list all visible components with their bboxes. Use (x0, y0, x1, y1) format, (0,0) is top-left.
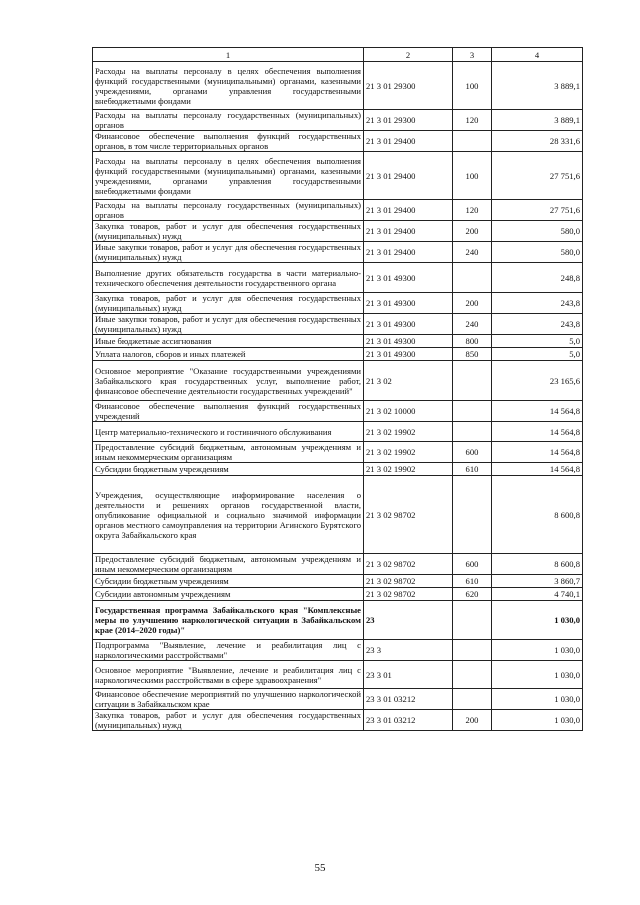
cell-expense-type (453, 361, 492, 401)
cell-code: 21 3 02 98702 (364, 554, 453, 575)
cell-amount: 1 030,0 (492, 661, 583, 689)
cell-expense-type: 200 (453, 221, 492, 242)
cell-amount: 3 889,1 (492, 110, 583, 131)
cell-expense-type (453, 401, 492, 422)
cell-expense-type (453, 422, 492, 442)
cell-expense-type: 610 (453, 575, 492, 588)
cell-expense-type: 800 (453, 335, 492, 348)
cell-code: 23 3 (364, 640, 453, 661)
cell-code: 21 3 02 98702 (364, 476, 453, 554)
cell-code: 21 3 02 10000 (364, 401, 453, 422)
cell-expense-type (453, 689, 492, 710)
cell-code: 21 3 02 19902 (364, 422, 453, 442)
cell-expense-type: 200 (453, 710, 492, 731)
cell-name: Выполнение других обязательств государства в части материально-технического обеспечения деятельности государственного органа (93, 263, 364, 293)
table-row (93, 601, 583, 640)
table-row (93, 710, 583, 731)
cell-amount: 5,0 (492, 348, 583, 361)
cell-expense-type (453, 601, 492, 640)
table-row (93, 335, 583, 348)
cell-expense-type: 600 (453, 442, 492, 463)
cell-amount: 5,0 (492, 335, 583, 348)
cell-name: Иные закупки товаров, работ и услуг для обеспечения государственных (муниципальных) нужд (93, 314, 364, 335)
table-row (93, 263, 583, 293)
cell-expense-type: 240 (453, 242, 492, 263)
cell-amount: 248,8 (492, 263, 583, 293)
cell-name: Расходы на выплаты персоналу государственных (муниципальных) органов (93, 200, 364, 221)
cell-amount: 1 030,0 (492, 640, 583, 661)
cell-expense-type: 240 (453, 314, 492, 335)
cell-name: Основное мероприятие "Оказание государственными учреждениями Забайкальского края государственных услуг, выполнение работ, финансовое обеспечение деятельности государственных учреждений" (93, 361, 364, 401)
table-row (93, 361, 583, 401)
cell-name: Финансовое обеспечение мероприятий по улучшению наркологической ситуации в Забайкальском крае (93, 689, 364, 710)
cell-code: 21 3 02 19902 (364, 442, 453, 463)
cell-name: Субсидии бюджетным учреждениям (93, 463, 364, 476)
cell-name: Центр материально-технического и гостиничного обслуживания (93, 422, 364, 442)
cell-amount: 3 860,7 (492, 575, 583, 588)
cell-expense-type (453, 263, 492, 293)
table-row (93, 242, 583, 263)
cell-code: 21 3 01 29400 (364, 131, 453, 152)
cell-code: 21 3 02 98702 (364, 575, 453, 588)
cell-expense-type: 100 (453, 152, 492, 200)
cell-amount: 14 564,8 (492, 422, 583, 442)
cell-amount: 1 030,0 (492, 601, 583, 640)
table-row (93, 476, 583, 554)
cell-code: 21 3 01 49300 (364, 293, 453, 314)
cell-expense-type: 100 (453, 62, 492, 110)
cell-expense-type (453, 640, 492, 661)
budget-table (92, 47, 583, 731)
table-row (93, 554, 583, 575)
cell-name: Расходы на выплаты персоналу в целях обеспечения выполнения функций государственными (муниципальными) органами, казенными учреждениями, органами управления государственными внебюджетными фондами (93, 62, 364, 110)
table-row (93, 131, 583, 152)
table-row (93, 314, 583, 335)
cell-expense-type: 120 (453, 110, 492, 131)
cell-name: Расходы на выплаты персоналу государственных (муниципальных) органов (93, 110, 364, 131)
cell-amount: 580,0 (492, 221, 583, 242)
cell-code: 21 3 01 49300 (364, 348, 453, 361)
table-row (93, 401, 583, 422)
table-row (93, 661, 583, 689)
cell-code: 21 3 02 (364, 361, 453, 401)
cell-amount: 27 751,6 (492, 200, 583, 221)
table-row (93, 62, 583, 110)
cell-name: Финансовое обеспечение выполнения функций государственных органов, в том числе территориальных органов (93, 131, 364, 152)
cell-amount: 14 564,8 (492, 401, 583, 422)
cell-amount: 3 889,1 (492, 62, 583, 110)
table-row (93, 463, 583, 476)
table-row (93, 422, 583, 442)
cell-amount: 23 165,6 (492, 361, 583, 401)
cell-name: Основное мероприятие "Выявление, лечение и реабилитация лиц с наркологическими расстройствами в сфере здравоохранения" (93, 661, 364, 689)
table-row (93, 588, 583, 601)
cell-name: Государственная программа Забайкальского края "Комплексные меры по улучшению наркологической ситуации в Забайкальском крае (2014–2020 годы)" (93, 601, 364, 640)
column-header-code: 2 (364, 48, 453, 62)
cell-name: Подпрограмма "Выявление, лечение и реабилитация лиц с наркологическими расстройствами" (93, 640, 364, 661)
cell-code: 21 3 01 49300 (364, 263, 453, 293)
cell-amount: 243,8 (492, 314, 583, 335)
cell-name: Субсидии автономным учреждениям (93, 588, 364, 601)
table-row (93, 575, 583, 588)
cell-expense-type: 120 (453, 200, 492, 221)
cell-expense-type: 600 (453, 554, 492, 575)
table-body (93, 48, 583, 731)
cell-expense-type: 850 (453, 348, 492, 361)
cell-expense-type: 620 (453, 588, 492, 601)
table-row (93, 348, 583, 361)
table-header-row (93, 48, 583, 62)
cell-amount: 1 030,0 (492, 710, 583, 731)
cell-code: 21 3 01 29300 (364, 110, 453, 131)
cell-code: 23 (364, 601, 453, 640)
cell-name: Уплата налогов, сборов и иных платежей (93, 348, 364, 361)
cell-name: Учреждения, осуществляющие информирование населения о деятельности и решениях органов государственной власти, опубликование официальной и социально значимой информации органов местного самоуправления на территории Агинского Бурятского округа Забайкальского края (93, 476, 364, 554)
column-header-name: 1 (93, 48, 364, 62)
cell-expense-type: 610 (453, 463, 492, 476)
cell-amount: 14 564,8 (492, 442, 583, 463)
cell-amount: 8 600,8 (492, 554, 583, 575)
cell-name: Предоставление субсидий бюджетным, автономным учреждениям и иным некоммерческим организациям (93, 442, 364, 463)
cell-amount: 4 740,1 (492, 588, 583, 601)
cell-amount: 14 564,8 (492, 463, 583, 476)
cell-amount: 28 331,6 (492, 131, 583, 152)
table-row (93, 689, 583, 710)
table-row (93, 200, 583, 221)
cell-code: 21 3 02 98702 (364, 588, 453, 601)
cell-amount: 243,8 (492, 293, 583, 314)
cell-code: 21 3 02 19902 (364, 463, 453, 476)
cell-expense-type (453, 131, 492, 152)
cell-code: 23 3 01 03212 (364, 710, 453, 731)
cell-code: 21 3 01 49300 (364, 314, 453, 335)
cell-code: 21 3 01 29400 (364, 152, 453, 200)
cell-name: Финансовое обеспечение выполнения функций государственных учреждений (93, 401, 364, 422)
page-number: 55 (314, 862, 326, 874)
cell-amount: 1 030,0 (492, 689, 583, 710)
table-row (93, 110, 583, 131)
cell-expense-type: 200 (453, 293, 492, 314)
table-row (93, 293, 583, 314)
cell-code: 21 3 01 29400 (364, 200, 453, 221)
cell-name: Предоставление субсидий бюджетным, автономным учреждениям и иным некоммерческим организациям (93, 554, 364, 575)
cell-code: 23 3 01 (364, 661, 453, 689)
cell-name: Иные закупки товаров, работ и услуг для обеспечения государственных (муниципальных) нужд (93, 242, 364, 263)
cell-amount: 580,0 (492, 242, 583, 263)
cell-name: Субсидии бюджетным учреждениям (93, 575, 364, 588)
cell-amount: 27 751,6 (492, 152, 583, 200)
cell-code: 21 3 01 29400 (364, 242, 453, 263)
column-header-amount: 4 (492, 48, 583, 62)
cell-name: Закупка товаров, работ и услуг для обеспечения государственных (муниципальных) нужд (93, 710, 364, 731)
cell-code: 21 3 01 49300 (364, 335, 453, 348)
cell-name: Закупка товаров, работ и услуг для обеспечения государственных (муниципальных) нужд (93, 293, 364, 314)
cell-expense-type (453, 661, 492, 689)
cell-code: 21 3 01 29300 (364, 62, 453, 110)
cell-amount: 8 600,8 (492, 476, 583, 554)
column-header-expense-type: 3 (453, 48, 492, 62)
table-row (93, 442, 583, 463)
table-row (93, 640, 583, 661)
table-row (93, 152, 583, 200)
cell-name: Закупка товаров, работ и услуг для обеспечения государственных (муниципальных) нужд (93, 221, 364, 242)
cell-name: Расходы на выплаты персоналу в целях обеспечения выполнения функций государственными (муниципальными) органами, казенными учреждениями, органами управления государственными внебюджетными фондами (93, 152, 364, 200)
cell-name: Иные бюджетные ассигнования (93, 335, 364, 348)
cell-code: 23 3 01 03212 (364, 689, 453, 710)
cell-expense-type (453, 476, 492, 554)
table-row (93, 221, 583, 242)
cell-code: 21 3 01 29400 (364, 221, 453, 242)
